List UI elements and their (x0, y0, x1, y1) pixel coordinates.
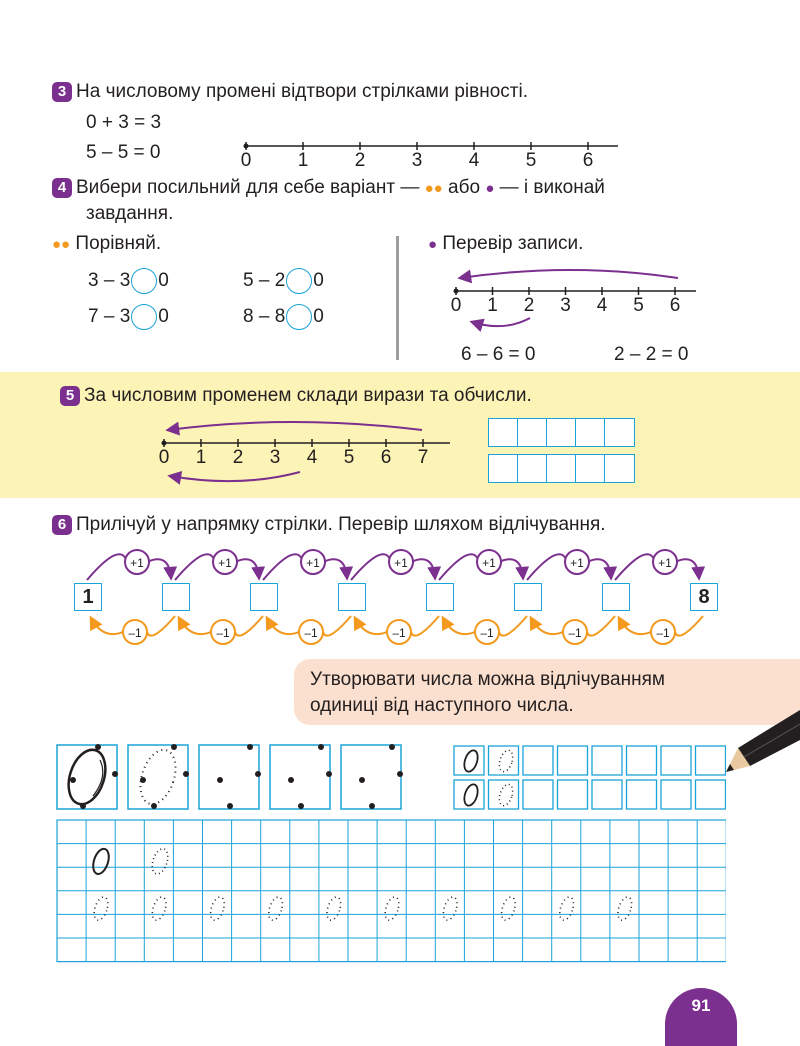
task6-title-text: Прилічуй у напрямку стрілки. Перевір шляхом відлічування. (76, 514, 606, 535)
tick-label: 1 (297, 150, 309, 171)
compare-value: 0 (313, 306, 324, 328)
small-copy-box[interactable] (558, 746, 588, 775)
arrow-2-to-0 (472, 318, 530, 326)
minus-arrow (267, 618, 299, 634)
minus-arrow (619, 618, 651, 634)
digit-stroke-boxes (57, 744, 403, 809)
task4-check-eq1: 6 – 6 = 0 (461, 344, 536, 365)
blank-number-box[interactable] (338, 583, 366, 611)
tick-label: 2 (232, 447, 244, 468)
compare-expression: 3 – 3 (88, 270, 131, 292)
tick-label: 4 (468, 150, 480, 171)
small-copy-box[interactable] (558, 780, 588, 809)
task4-title-part-c: — і виконай (494, 177, 605, 198)
tick-label: 1 (195, 447, 207, 468)
tick-label: 4 (596, 295, 608, 316)
arrow-7-to-0 (168, 422, 422, 430)
compare-row-1-right (243, 268, 324, 294)
plus-arc (439, 554, 479, 580)
plus-arrow (235, 559, 259, 578)
tick-label: 0 (450, 295, 462, 316)
small-copy-box[interactable] (592, 780, 622, 809)
task-number-badge: 5 (60, 386, 80, 406)
plus-one-label: +1 (306, 556, 320, 570)
minus-arc (411, 616, 439, 636)
minus-arrow (179, 618, 211, 634)
blank-number-box[interactable] (426, 583, 454, 611)
column-divider (396, 236, 399, 360)
plus-arrow (323, 559, 347, 578)
task3-number-line (236, 136, 626, 176)
minus-arc (499, 616, 527, 636)
blank-number-box[interactable] (162, 583, 190, 611)
compare-circle[interactable] (131, 268, 157, 294)
task4-left-heading-text: Порівняй. (75, 233, 162, 254)
two-dots-icon: ●● (52, 236, 71, 253)
minus-arrow (531, 618, 563, 634)
two-dots-icon: ●● (424, 180, 443, 197)
small-copy-box[interactable] (454, 746, 484, 775)
compare-row-2-left (88, 304, 169, 330)
small-copy-box[interactable] (489, 746, 519, 775)
minus-arc (587, 616, 615, 636)
task-number-badge: 3 (52, 82, 72, 102)
minus-one-label: –1 (480, 626, 494, 640)
tick-label: 7 (417, 447, 429, 468)
compare-row-2-right (243, 304, 324, 330)
tick-label: 2 (354, 150, 366, 171)
answer-cells-1[interactable] (488, 418, 635, 447)
plus-one-label: +1 (570, 556, 584, 570)
blank-number-box[interactable] (250, 583, 278, 611)
small-copy-box[interactable] (523, 746, 553, 775)
minus-one-label: –1 (656, 626, 670, 640)
arrow-4-to-0 (170, 472, 300, 481)
tick-label: 3 (560, 295, 571, 316)
task-number-badge: 6 (52, 515, 72, 535)
tick-label: 1 (487, 295, 498, 316)
task4-right-heading (428, 232, 583, 257)
minus-one-label: –1 (216, 626, 230, 640)
compare-circle[interactable] (131, 304, 157, 330)
plus-one-label: +1 (218, 556, 232, 570)
task3-equation-1: 0 + 3 = 3 (86, 112, 162, 133)
tick-label: 3 (411, 150, 423, 171)
tick-label: 5 (633, 295, 644, 316)
writing-practice (56, 744, 726, 964)
plus-arc (351, 554, 391, 580)
task5-title (60, 384, 532, 408)
task4-title-part-a: Вибери посильний для себе варіант — (76, 177, 425, 198)
plus-arrow (587, 559, 611, 578)
arrow-6-to-0 (460, 270, 678, 278)
compare-value: 0 (158, 270, 169, 292)
task5-title-text: За числовим променем склади вирази та обчисли. (84, 385, 532, 406)
task4-left-heading (52, 232, 161, 257)
minus-arc (323, 616, 351, 636)
plus-arrow (499, 559, 523, 578)
tick-label: 0 (240, 150, 252, 171)
plus-one-label: +1 (130, 556, 144, 570)
small-copy-box[interactable] (696, 780, 726, 809)
task3-equation-2: 5 – 5 = 0 (86, 142, 161, 163)
small-copy-box[interactable] (696, 746, 726, 775)
small-copy-boxes (454, 746, 726, 809)
end-number-box: 8 (690, 583, 718, 611)
one-dot-icon: ● (485, 180, 495, 197)
small-copy-box[interactable] (523, 780, 553, 809)
minus-one-label: –1 (128, 626, 142, 640)
minus-arrow (443, 618, 475, 634)
minus-one-label: –1 (568, 626, 582, 640)
tick-label: 0 (158, 447, 170, 468)
tick-label: 4 (306, 447, 318, 468)
plus-arrow (675, 559, 699, 578)
plus-arc (615, 554, 655, 580)
small-copy-box[interactable] (627, 780, 657, 809)
plus-arc (87, 554, 127, 580)
plus-one-label: +1 (482, 556, 496, 570)
compare-circle[interactable] (286, 304, 312, 330)
task4-title-part-b: або (442, 177, 486, 198)
minus-arc (675, 616, 703, 636)
small-copy-box[interactable] (454, 780, 484, 809)
minus-arc (147, 616, 175, 636)
tick-label: 2 (523, 295, 535, 316)
task3-title (52, 80, 528, 104)
minus-arrow (355, 618, 387, 634)
compare-expression: 8 – 8 (243, 306, 286, 328)
small-copy-box[interactable] (627, 746, 657, 775)
task4-check-eq2: 2 – 2 = 0 (614, 344, 689, 365)
tick-label: 5 (525, 150, 537, 171)
plus-arrow (147, 559, 171, 578)
task4-right-heading-text: Перевір записи. (442, 233, 584, 254)
small-copy-box[interactable] (592, 746, 622, 775)
task4-number-line (446, 268, 706, 338)
task5-number-line (150, 416, 460, 492)
small-copy-box[interactable] (489, 780, 519, 809)
tick-label: 5 (343, 447, 355, 468)
compare-value: 0 (158, 306, 169, 328)
pencil-icon (720, 700, 800, 780)
task6-title (52, 513, 606, 537)
start-number-box: 1 (74, 583, 102, 611)
tick-label: 3 (269, 447, 281, 468)
hint-line-2: одиниці від наступного числа. (310, 695, 574, 716)
compare-value: 0 (313, 270, 324, 292)
plus-one-label: +1 (658, 556, 672, 570)
task-number-badge: 4 (52, 178, 72, 198)
blank-number-box[interactable] (514, 583, 542, 611)
compare-circle[interactable] (286, 268, 312, 294)
small-copy-box[interactable] (661, 746, 691, 775)
minus-one-label: –1 (392, 626, 406, 640)
hint-line-1: Утворювати числа можна відлічуванням (310, 669, 665, 690)
plus-arc (263, 554, 303, 580)
task4-title-line2: завдання. (86, 203, 174, 224)
plus-arrow (411, 559, 435, 578)
compare-expression: 5 – 2 (243, 270, 286, 292)
blank-number-box[interactable] (602, 583, 630, 611)
compare-row-1-left (88, 268, 169, 294)
tick-label: 6 (380, 447, 392, 468)
compare-expression: 7 – 3 (88, 306, 131, 328)
minus-one-label: –1 (304, 626, 318, 640)
minus-arc (235, 616, 263, 636)
copybook-grid (57, 820, 726, 962)
task3-title-text: На числовому промені відтвори стрілками рівності. (76, 81, 528, 102)
one-dot-icon: ● (428, 236, 438, 253)
minus-arrow (91, 618, 123, 634)
plus-arc (175, 554, 215, 580)
answer-cells-2[interactable] (488, 454, 635, 483)
plus-arc (527, 554, 567, 580)
task4-title-line1 (52, 176, 605, 201)
tick-label: 6 (582, 150, 594, 171)
tick-label: 6 (669, 295, 681, 316)
plus-one-label: +1 (394, 556, 408, 570)
small-copy-box[interactable] (661, 780, 691, 809)
page-number: 91 (665, 988, 737, 1046)
